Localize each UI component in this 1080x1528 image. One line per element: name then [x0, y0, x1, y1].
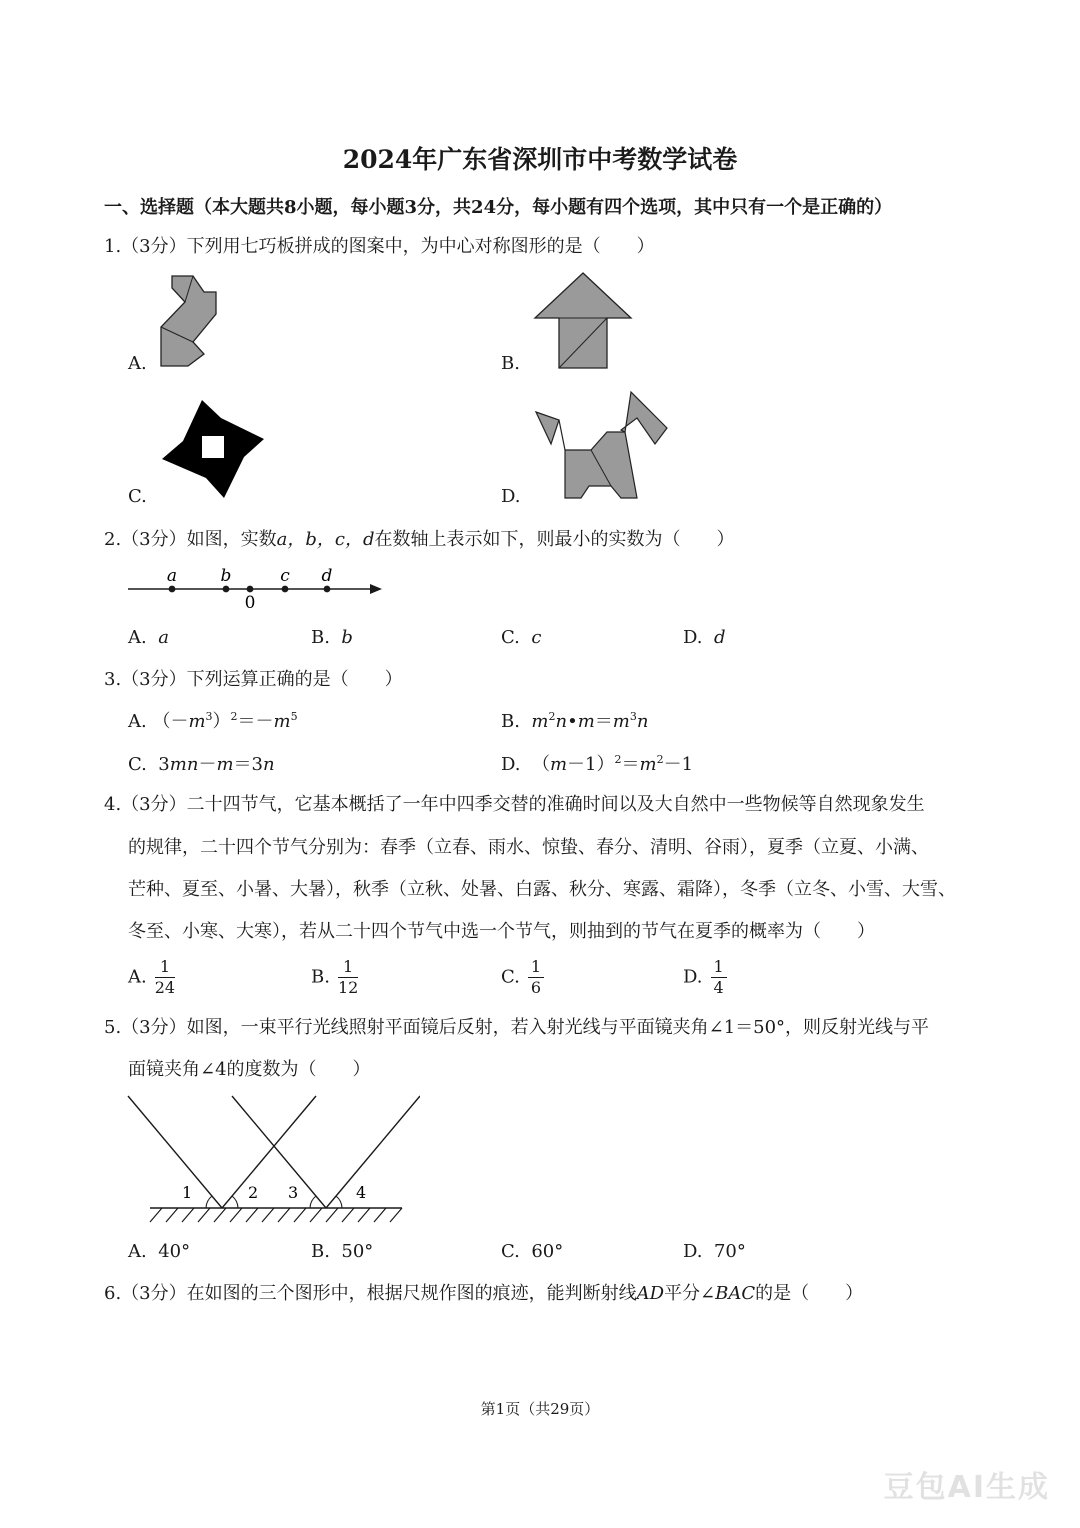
- q6-stem-bac: BAC: [715, 1283, 756, 1304]
- q4-option-c-label: C.: [501, 966, 520, 988]
- q2-option-c-label: C.: [501, 627, 520, 648]
- q4-option-c: [501, 958, 544, 997]
- q2-option-c-value: c: [531, 627, 542, 648]
- q3-option-a-label: A.: [128, 711, 147, 732]
- q2-option-a-label: A.: [128, 627, 147, 648]
- q5-option-c-label: C.: [501, 1241, 520, 1262]
- q1-figure-c: [160, 398, 266, 500]
- q2-point-b: [223, 586, 230, 593]
- q6-stem-ad: AD: [636, 1283, 665, 1304]
- q5-angle-2: 2: [248, 1183, 259, 1202]
- q1-option-d-label: D.: [501, 486, 521, 507]
- q4-option-d-label: D.: [683, 966, 703, 988]
- q5-option-d: [683, 1242, 746, 1262]
- q2-option-b-value: b: [341, 627, 353, 648]
- q3-option-d-label: D.: [501, 754, 521, 775]
- q2-option-d-label: D.: [683, 627, 703, 648]
- question-5-line-1: 5.（3分）如图，一束平行光线照射平面镜后反射，若入射光线与平面镜夹角∠1＝50°，则反射光线与平: [104, 1017, 930, 1038]
- q2-label-a: a: [166, 566, 178, 586]
- q5-mirror-diagram: [120, 1090, 420, 1226]
- q1-figure-b: [533, 270, 635, 372]
- q5-option-c-value: 60°: [531, 1241, 564, 1262]
- q4-option-a-label: A.: [128, 966, 147, 988]
- q5-option-d-label: D.: [683, 1241, 703, 1262]
- q6-stem-mid: 平分∠: [664, 1283, 716, 1304]
- q6-stem-pre: 6.（3分）在如图的三个图形中，根据尺规作图的痕迹，能判断射线: [104, 1283, 637, 1304]
- q2-stem-pre: 2.（3分）如图，实数: [104, 529, 277, 550]
- q4-option-c-fraction: $\frac{1}{6}$: [528, 958, 544, 997]
- q4-option-d: [683, 958, 727, 997]
- q2-stem-vars: a，b，c，d: [276, 529, 375, 550]
- q4-option-a-fraction: $\frac{1}{24}$: [154, 957, 176, 997]
- q5-option-d-value: 70°: [713, 1241, 746, 1262]
- question-6-stem: [104, 1284, 863, 1304]
- q2-label-b: b: [220, 566, 232, 586]
- q5-angle-1: 1: [182, 1183, 193, 1202]
- q5-option-b: [311, 1242, 373, 1262]
- q1-option-c-label: C.: [128, 486, 147, 507]
- page-title: 2024年广东省深圳市中考数学试卷: [342, 145, 738, 174]
- q3-option-c: C. 3mn－m＝3n: [128, 754, 275, 775]
- q2-option-b: [311, 628, 353, 648]
- q2-label-zero: 0: [244, 593, 256, 613]
- question-2-stem: [104, 530, 735, 550]
- q3-option-d: D. $(m-1)^2=m^2-1$: [501, 753, 694, 775]
- q2-point-c: [282, 586, 289, 593]
- q3-option-b: B. $m^2n•m=m^3n$: [501, 710, 649, 732]
- q6-stem-post: 的是（ ）: [755, 1283, 864, 1304]
- q5-option-b-value: 50°: [341, 1241, 374, 1262]
- q2-label-c: c: [280, 566, 290, 586]
- q1-figure-d: [533, 388, 673, 502]
- q3-option-a: A. $(-m^3)^2=-m^5$: [128, 710, 298, 732]
- q5-option-a-value: 40°: [158, 1241, 191, 1262]
- page-footer: 第1页（共29页）: [480, 1400, 600, 1418]
- q5-option-c: [501, 1242, 563, 1262]
- q1-option-b-label: B.: [501, 353, 520, 374]
- question-4-line-2: 的规律，二十四个节气分别为：春季（立春、雨水、惊蛰、春分、清明、谷雨），夏季（立夏、小满、: [128, 837, 929, 858]
- section-heading: 一、选择题（本大题共8小题，每小题3分，共24分，每小题有四个选项，其中只有一个是正确的）: [104, 197, 893, 218]
- q2-point-zero: [247, 586, 254, 593]
- q4-option-b-label: B.: [311, 966, 330, 988]
- q2-point-d: [324, 586, 331, 593]
- q2-number-line: [124, 562, 386, 618]
- q3-option-b-label: B.: [501, 711, 520, 732]
- q2-option-d: [683, 628, 726, 648]
- q2-option-a: [128, 628, 169, 648]
- q4-option-b-fraction: $\frac{1}{12}$: [337, 957, 359, 997]
- q5-option-a: [128, 1242, 190, 1262]
- q4-option-d-fraction: $\frac{1}{4}$: [711, 958, 727, 997]
- question-3-stem: 3.（3分）下列运算正确的是（ ）: [104, 669, 403, 690]
- q5-option-b-label: B.: [311, 1241, 330, 1262]
- question-4-line-4: 冬至、小寒、大寒），若从二十四个节气中选一个节气，则抽到的节气在夏季的概率为（ ）: [128, 921, 875, 942]
- q2-option-c: [501, 628, 541, 648]
- q1-option-a-label: A.: [128, 353, 147, 374]
- q2-option-d-value: d: [713, 627, 726, 648]
- q5-angle-4: 4: [356, 1183, 367, 1202]
- q2-option-a-value: a: [158, 627, 169, 648]
- watermark: 豆包AI生成: [883, 1470, 1050, 1505]
- q5-angle-3: 3: [288, 1183, 299, 1202]
- q2-stem-post: 在数轴上表示如下，则最小的实数为（ ）: [374, 529, 735, 550]
- q1-figure-a: [155, 270, 225, 370]
- q4-option-b: [311, 958, 358, 997]
- question-4-line-3: 芒种、夏至、小暑、大暑），秋季（立秋、处暑、白露、秋分、寒露、霜降），冬季（立冬、小雪、大雪、: [128, 879, 956, 900]
- q2-point-a: [169, 586, 176, 593]
- q5-option-a-label: A.: [128, 1241, 147, 1262]
- question-4-line-1: 4.（3分）二十四节气，它基本概括了一年中四季交替的准确时间以及大自然中一些物候等自然现象发生: [104, 794, 925, 815]
- q2-option-b-label: B.: [311, 627, 330, 648]
- question-1-stem: 1.（3分）下列用七巧板拼成的图案中，为中心对称图形的是（ ）: [104, 236, 655, 257]
- q2-label-d: d: [321, 566, 333, 586]
- question-5-line-2: 面镜夹角∠4的度数为（ ）: [128, 1059, 371, 1080]
- q4-option-a: [128, 958, 175, 997]
- q3-option-c-label: C.: [128, 754, 147, 775]
